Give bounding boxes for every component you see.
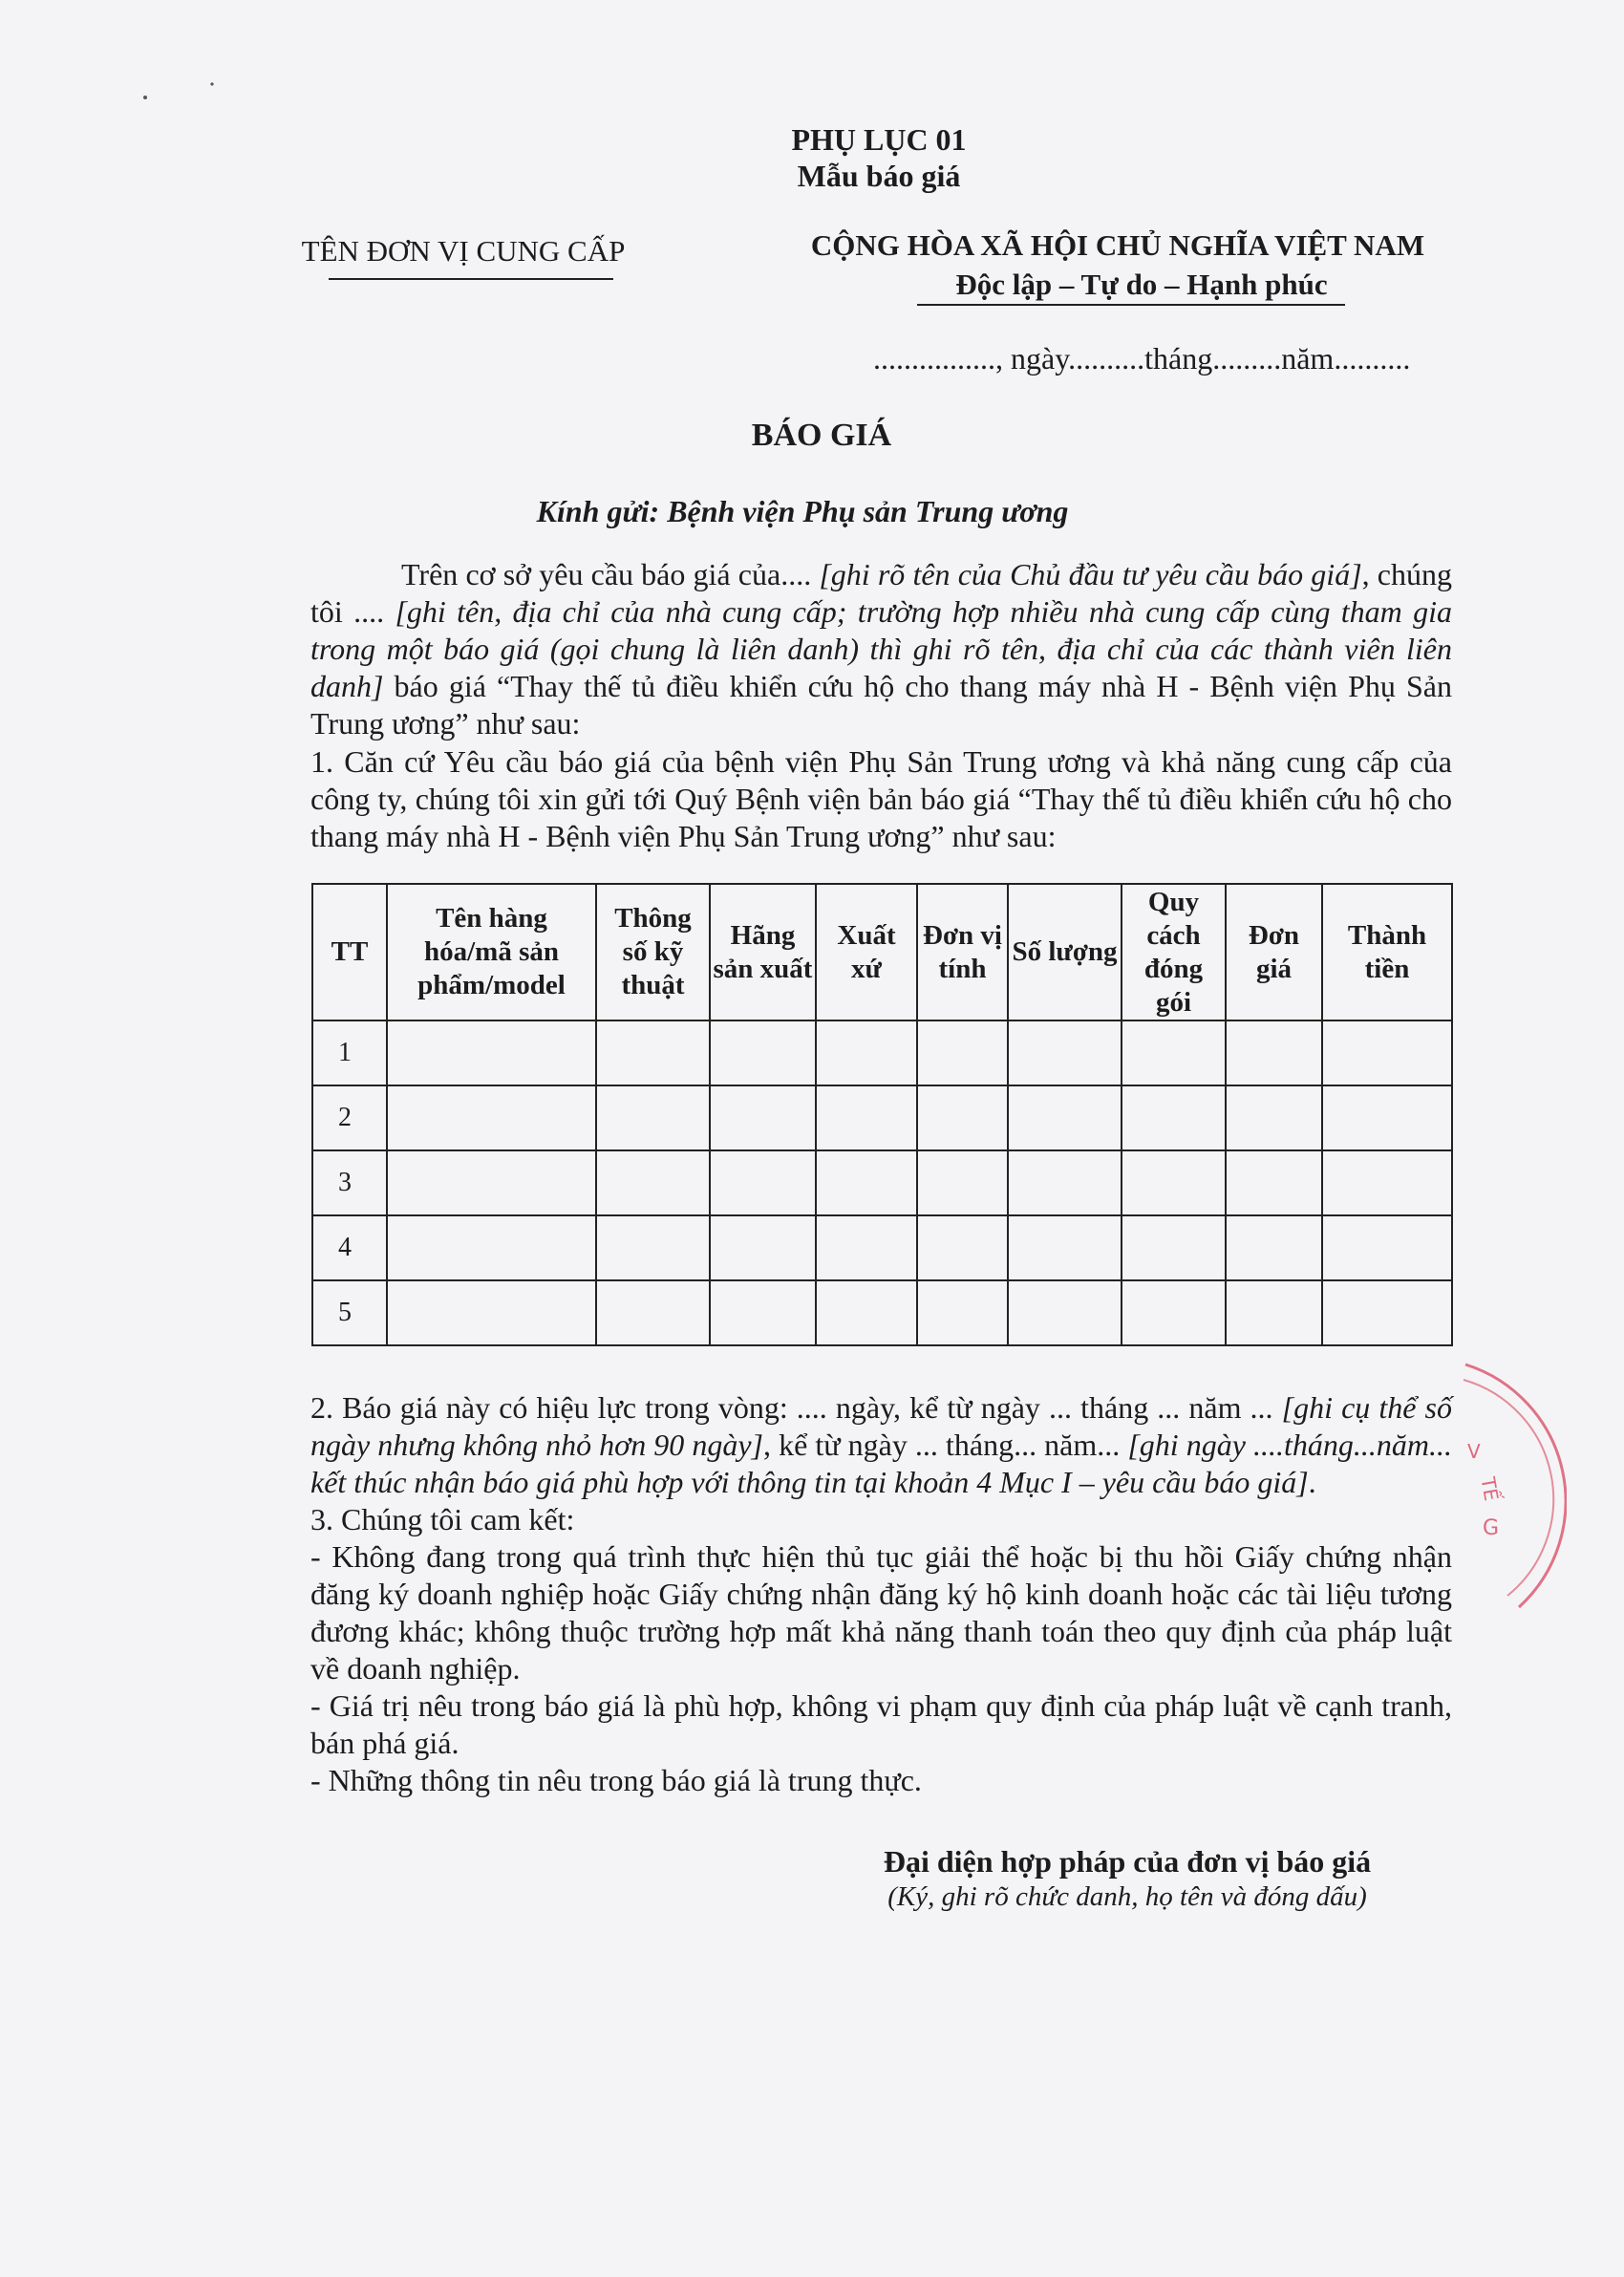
table-cell	[387, 1020, 596, 1085]
table-cell	[596, 1020, 710, 1085]
official-stamp	[1462, 1357, 1567, 1615]
table-cell	[1226, 1215, 1322, 1280]
table-cell	[816, 1020, 917, 1085]
item-2-placeholder-date: [ghi ngày ....tháng...năm... kết thúc nhận báo giá phù hợp với thông tin tại khoản 4 Mục I – yêu cầu báo giá]	[310, 1428, 1453, 1499]
row-number: 4	[312, 1215, 387, 1280]
item-2-text-3: .	[1308, 1465, 1316, 1499]
table-cell	[1122, 1085, 1226, 1150]
table-cell	[1008, 1020, 1122, 1085]
table-cell	[387, 1085, 596, 1150]
table-row	[312, 1085, 1452, 1150]
row-number: 2	[312, 1085, 387, 1150]
table-cell	[710, 1215, 816, 1280]
table-cell	[596, 1085, 710, 1150]
table-cell	[816, 1215, 917, 1280]
table-cell	[816, 1085, 917, 1150]
motto-underline	[917, 304, 1345, 306]
table-cell	[917, 1280, 1008, 1345]
item-3-heading: 3. Chúng tôi cam kết:	[310, 1502, 575, 1536]
row-number: 1	[312, 1020, 387, 1085]
table-cell	[1122, 1215, 1226, 1280]
table-row	[312, 1280, 1452, 1345]
table-cell	[1008, 1280, 1122, 1345]
quote-table	[311, 883, 1453, 1346]
column-header: Xuất xứ	[816, 884, 917, 1020]
table-cell	[596, 1215, 710, 1280]
signature-title: Đại diện hợp pháp của đơn vị báo giá	[883, 1844, 1372, 1879]
commitment-item: - Những thông tin nêu trong báo giá là trung thực.	[310, 1763, 922, 1797]
table-cell	[1008, 1085, 1122, 1150]
supplier-underline	[329, 278, 613, 280]
intro-text-3: báo giá “Thay thế tủ điều khiển cứu hộ cho thang máy nhà H - Bệnh viện Phụ Sản Trung ương” như sau:	[310, 669, 1452, 741]
form-title: Mẫu báo giá	[797, 159, 961, 193]
republic-title: CỘNG HÒA XÃ HỘI CHỦ NGHĨA VIỆT NAM	[810, 228, 1425, 262]
table-cell	[1226, 1020, 1322, 1085]
column-header: Thành tiền	[1322, 884, 1452, 1020]
commitment-item: - Không đang trong quá trình thực hiện thủ tục giải thể hoặc bị thu hồi Giấy chứng nhận đăng ký doanh nghiệp hoặc Giấy chứng nhận đăng ký hộ kinh doanh hoặc các tài liệu tương đương khác; không thuộc trường hợp mất khả năng thanh toán theo quy định của pháp luật về doanh nghiệp.	[310, 1539, 1452, 1686]
column-header: Đơn giá	[1226, 884, 1322, 1020]
table-cell	[917, 1150, 1008, 1215]
column-header: Đơn vị tính	[917, 884, 1008, 1020]
document-title: BÁO GIÁ	[751, 418, 892, 453]
stamp-fragment: TẾ	[1476, 1474, 1504, 1503]
table-cell	[387, 1280, 596, 1345]
table-row	[312, 1150, 1452, 1215]
table-cell	[1226, 1085, 1322, 1150]
item-2-paragraph	[310, 1389, 1452, 1501]
table-cell	[1322, 1280, 1452, 1345]
column-header: Số lượng	[1008, 884, 1122, 1020]
column-header: TT	[312, 884, 387, 1020]
intro-placeholder-supplier: [ghi tên, địa chỉ của nhà cung cấp; trường hợp nhiều nhà cung cấp cùng tham gia trong một báo giá (gọi chung là liên danh) thì ghi rõ tên, địa chỉ của các thành viên liên danh]	[310, 594, 1453, 703]
table-cell	[1322, 1215, 1452, 1280]
signature-note: (Ký, ghi rõ chức danh, họ tên và đóng dấu)	[887, 1881, 1367, 1912]
column-header: Tên hàng hóa/mã sản phẩm/model	[387, 884, 596, 1020]
item-2-placeholder-days: [ghi cụ thể số ngày nhưng không nhỏ hơn 90 ngày]	[310, 1390, 1453, 1462]
table-row	[312, 1215, 1452, 1280]
table-cell	[1008, 1150, 1122, 1215]
table-cell	[1322, 1020, 1452, 1085]
intro-paragraph	[310, 556, 1452, 742]
table-cell	[387, 1215, 596, 1280]
date-line: ................, ngày..........tháng.........năm..........	[873, 341, 1411, 376]
table-cell	[1122, 1280, 1226, 1345]
table-row	[312, 1020, 1452, 1085]
row-number: 3	[312, 1150, 387, 1215]
table-cell	[710, 1280, 816, 1345]
table-cell	[917, 1215, 1008, 1280]
recipient-line: Kính gửi: Bệnh viện Phụ sản Trung ương	[536, 494, 1069, 528]
item-2-text-2: , kể từ ngày ... tháng... năm...	[763, 1428, 1128, 1462]
table-cell	[1322, 1150, 1452, 1215]
column-header: Thông số kỹ thuật	[596, 884, 710, 1020]
table-cell	[387, 1150, 596, 1215]
table-cell	[1122, 1020, 1226, 1085]
table-cell	[1226, 1280, 1322, 1345]
table-cell	[596, 1280, 710, 1345]
table-cell	[1008, 1215, 1122, 1280]
item-1-paragraph: 1. Căn cứ Yêu cầu báo giá của bệnh viện Phụ Sản Trung ương và khả năng cung cấp của công ty, chúng tôi xin gửi tới Quý Bệnh viện bản báo giá “Thay thế tủ điều khiển cứu hộ cho thang máy nhà H - Bệnh viện Phụ Sản Trung ương” như sau:	[310, 744, 1452, 853]
stamp-fragment: G	[1483, 1516, 1500, 1540]
table-cell	[710, 1020, 816, 1085]
appendix-title: PHỤ LỤC 01	[791, 122, 967, 157]
table-cell	[816, 1280, 917, 1345]
table-cell	[710, 1085, 816, 1150]
section-2-3	[310, 1389, 1452, 1799]
table-cell	[816, 1150, 917, 1215]
item-2-text-1: 2. Báo giá này có hiệu lực trong vòng: .... ngày, kể từ ngày ... tháng ... năm ...	[310, 1390, 1282, 1425]
table-cell	[1322, 1085, 1452, 1150]
intro-placeholder-investor: [ghi rõ tên của Chủ đầu tư yêu cầu báo giá]	[819, 557, 1362, 591]
supplier-name-label: TÊN ĐƠN VỊ CUNG CẤP	[301, 234, 626, 268]
table-cell	[1122, 1150, 1226, 1215]
national-motto: Độc lập – Tự do – Hạnh phúc	[955, 268, 1328, 301]
table-cell	[596, 1150, 710, 1215]
row-number: 5	[312, 1280, 387, 1345]
table-cell	[710, 1150, 816, 1215]
column-header: Quy cách đóng gói	[1122, 884, 1226, 1020]
table-cell	[917, 1020, 1008, 1085]
table-cell	[1226, 1150, 1322, 1215]
table-cell	[917, 1085, 1008, 1150]
intro-text-1: Trên cơ sở yêu cầu báo giá của....	[401, 557, 820, 591]
table-header-row	[312, 884, 1452, 1020]
column-header: Hãng sản xuất	[710, 884, 816, 1020]
stamp-fragment: V	[1467, 1440, 1481, 1463]
scan-specks	[134, 67, 248, 124]
intro-text-2: , chúng tôi ....	[310, 557, 1452, 629]
commitment-item: - Giá trị nêu trong báo giá là phù hợp, không vi phạm quy định của pháp luật về cạnh tranh, bán phá giá.	[310, 1688, 1452, 1760]
